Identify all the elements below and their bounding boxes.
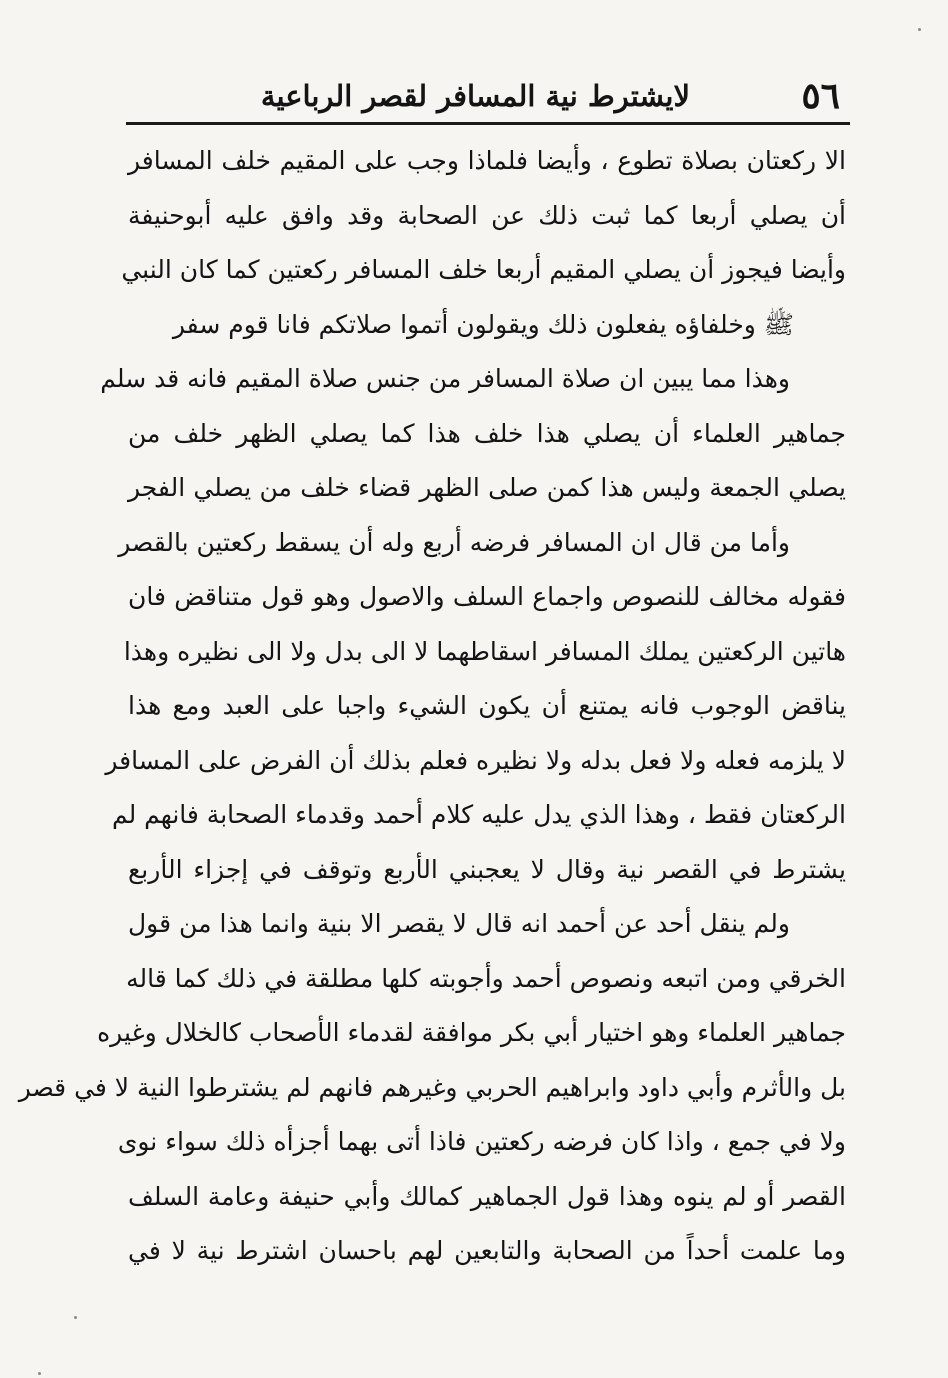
paragraph-start-line: ولم ينقل أحد عن أحمد انه قال لا يقصر الا بنية وانما هذا من قول [128,909,790,938]
text-line: يناقض الوجوب فانه يمتنع أن يكون الشيء واجبا على العبد ومع هذا [128,691,846,720]
text-line: القصر أو لم ينوه وهذا قول الجماهير كمالك وأبي حنيفة وعامة السلف [128,1181,846,1211]
text-line: فقوله مخالف للنصوص واجماع السلف والاصول وهو قول متناقض فان [128,582,846,611]
text-line: جماهير العلماء أن يصلي هذا خلف هذا كما يصلي الظهر خلف من [128,418,846,448]
header-divider [126,122,850,125]
paragraph-start-line: وأما من قال ان المسافر فرضه أربع وله أن يسقط ركعتين بالقصر [118,527,790,557]
body-text [18,134,846,1279]
scan-speck [74,1316,77,1319]
text-line: الخرقي ومن اتبعه ونصوص أحمد وأجوبته كلها مطلقة في ذلك كما قاله [126,963,846,993]
running-title: لايشترط نية المسافر لقصر الرباعية [260,79,690,113]
paragraph-start-line: وهذا مما يبين ان صلاة المسافر من جنس صلاة المقيم فانه قد سلم [100,364,790,393]
text-line: بل والأثرم وأبي داود وابراهيم الحربي وغيرهم فانهم لم يشترطوا النية لا في قصر [18,1072,846,1102]
page-number: ٥٦ [801,75,840,117]
text-line: يشترط في القصر نية وقال لا يعجبني الأربع وتوقف في إجزاء الأربع [128,854,846,884]
text-line: الا ركعتان بصلاة تطوع ، وأيضا فلماذا وجب على المقيم خلف المسافر [128,146,846,175]
text-line: هاتين الركعتين يملك المسافر اسقاطهما لا الى بدل ولا الى نظيره وهذا [123,636,846,666]
page-header [130,72,840,120]
text-line: يصلي الجمعة وليس هذا كمن صلى الظهر قضاء خلف من يصلي الفجر [128,473,846,502]
text-line: ﷺ وخلفاؤه يفعلون ذلك ويقولون أتموا صلاتكم فانا قوم سفر [172,309,794,339]
text-line: الركعتان فقط ، وهذا الذي يدل عليه كلام أحمد وقدماء الصحابة فانهم لم [111,800,846,829]
text-line: وما علمت أحداً من الصحابة والتابعين لهم باحسان اشترط نية لا في [128,1236,846,1265]
scan-speck [38,1372,41,1375]
text-line: ولا في جمع ، واذا كان فرضه ركعتين فاذا أتى بهما أجزأه ذلك سواء نوى [117,1127,846,1156]
text-line: وأيضا فيجوز أن يصلي المقيم أربعا خلف المسافر ركعتين كما كان النبي [121,255,846,284]
scan-speck [918,28,921,31]
text-line: جماهير العلماء وهو اختيار أبي بكر موافقة لقدماء الأصحاب كالخلال وغيره [97,1018,846,1047]
text-line: لا يلزمه فعله ولا فعل بدله ولا نظيره فعلم بذلك أن الفرض على المسافر [105,745,846,775]
text-line: أن يصلي أربعا كما ثبت ذلك عن الصحابة وقد وافق عليه أبوحنيفة [128,200,846,230]
